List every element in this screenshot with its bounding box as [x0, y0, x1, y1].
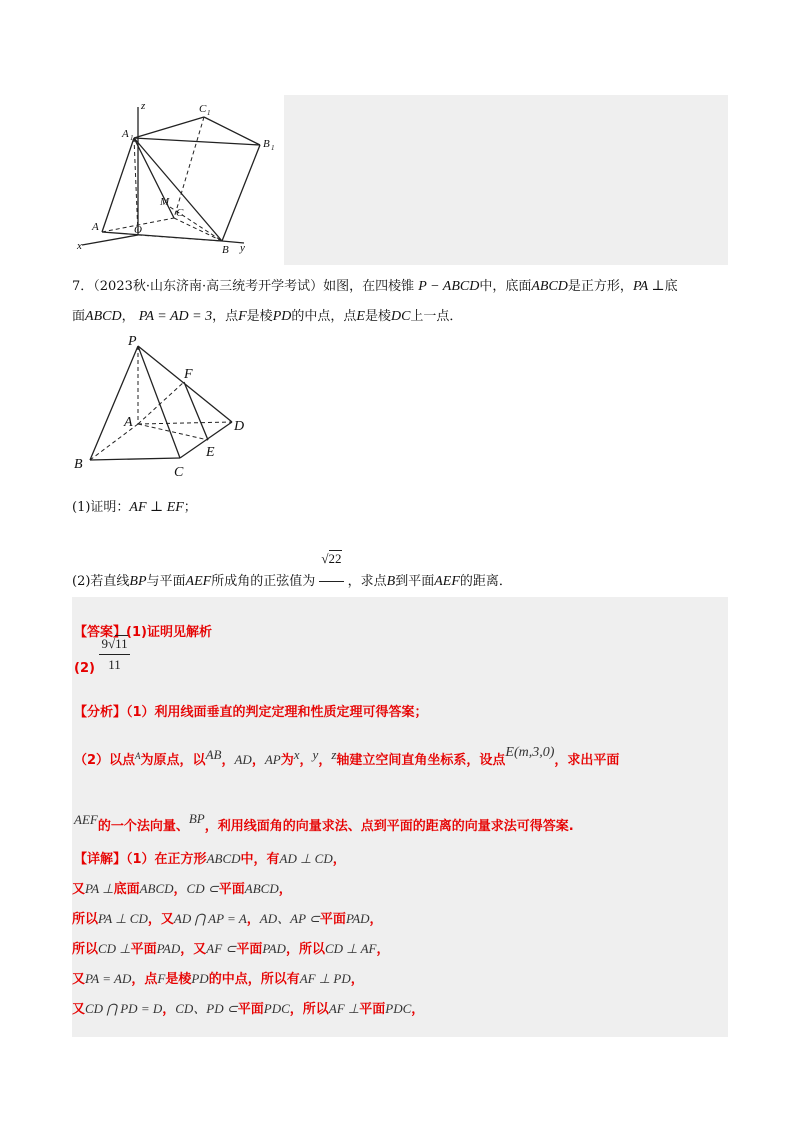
label-x: x: [77, 240, 82, 252]
vector-ap: AP: [264, 752, 281, 767]
detail-text: ，: [369, 912, 383, 927]
detail-line-3: [72, 908, 383, 931]
plane-aef: AEF: [434, 574, 460, 589]
part-2-text: 的距离．: [459, 574, 512, 589]
answer-denominator: 11: [108, 657, 121, 672]
part-2-text: 到平面: [395, 574, 435, 589]
question-text: 上一点．: [410, 309, 463, 324]
part-2-text: 与平面: [146, 574, 186, 589]
label-a: A: [92, 221, 99, 233]
edge-pb: [90, 346, 138, 460]
edge-a1a: [102, 138, 134, 232]
detail-text: 所以: [72, 942, 99, 957]
label-p: P: [128, 334, 137, 349]
detail-text: 平面: [236, 942, 263, 957]
analysis-line-1: [74, 702, 428, 724]
answer-fraction: $\frac{9√11}{11}$: [99, 634, 129, 675]
edge-pd: PD: [272, 309, 292, 324]
line-bp: BP: [129, 574, 147, 589]
math-expr: PDC: [385, 1001, 412, 1016]
prism-figure: [72, 95, 284, 265]
detail-text: ，又: [180, 942, 207, 957]
analysis-text: 的一个法向量、: [97, 819, 189, 834]
part-1: [72, 497, 197, 519]
square-abcd: ABCD: [206, 851, 241, 866]
axis-z: z: [331, 747, 337, 762]
edge-dc: DC: [390, 309, 411, 324]
label-b: B: [74, 457, 83, 472]
question-line-1: [72, 276, 678, 298]
detail-line-1: [74, 848, 346, 871]
detail-text: ，: [350, 972, 364, 987]
vector-ad: AD: [234, 752, 252, 767]
detail-text: ，: [278, 882, 292, 897]
detail-label: 【详解】: [74, 852, 127, 867]
analysis-text: 轴建立空间直角坐标系，设点: [336, 753, 506, 768]
edge-a1c1: [134, 117, 204, 138]
edge-b1b: [222, 145, 260, 241]
detail-text: ，: [332, 852, 346, 867]
question-line-2: [72, 306, 462, 328]
detail-text: 平面: [319, 912, 346, 927]
equality: PA = AD = 3: [138, 309, 213, 324]
answer-root: 11: [115, 636, 128, 651]
question-text: 是棱: [364, 309, 391, 324]
analysis-text: ，: [221, 753, 235, 768]
x-axis: [82, 235, 138, 245]
math-expr: CD ⊥: [98, 941, 131, 956]
point-f: F: [238, 309, 247, 324]
detail-text: ，点: [131, 972, 158, 987]
edge-a1b: [134, 138, 222, 241]
detail-text: 平面: [359, 1002, 386, 1017]
question-text: 中，底面: [479, 279, 532, 294]
math-expr: PD: [191, 971, 209, 986]
part-1-prefix: (1)证明：: [72, 500, 130, 515]
analysis-text: 为原点，以: [140, 753, 206, 768]
label-y: y: [240, 242, 245, 254]
edge-c1b1: [204, 117, 260, 145]
detail-line-6: [72, 998, 424, 1021]
pa-perp: PA ⊥: [632, 279, 665, 294]
detail-text: 又: [72, 882, 86, 897]
label-z: z: [141, 100, 146, 112]
math-expr: PA ⊥: [85, 881, 114, 896]
analysis-text: （2）以点: [74, 753, 136, 768]
analysis-text: 为: [280, 753, 294, 768]
detail-text: 中，有: [240, 852, 280, 867]
question-source: （2023秋·山东济南·高三统考开学考试）: [93, 279, 324, 294]
detail-line-2: [72, 878, 292, 901]
question-text: 面: [72, 309, 86, 324]
analysis-text: ，: [318, 753, 332, 768]
prism-diagram: [72, 95, 284, 265]
label-b: B: [222, 244, 229, 256]
math-expr: AF ⊥ PD: [299, 971, 351, 986]
label-d: D: [234, 419, 245, 434]
label-c1-sub: 1: [207, 109, 211, 117]
analysis-text: ，: [251, 753, 265, 768]
math-expr: ABCD: [139, 881, 174, 896]
detail-text: 底面: [113, 882, 140, 897]
edge-af: [138, 382, 184, 424]
analysis-line-3: [74, 808, 574, 838]
analysis-text: ，: [299, 753, 313, 768]
label-c: C: [174, 465, 184, 480]
detail-text: ，: [376, 942, 390, 957]
plane-aef: AEF: [74, 812, 98, 827]
math-expr: F: [157, 971, 166, 986]
math-expr: AD、AP ⊂: [259, 911, 320, 926]
answer-part-2-label: (2): [74, 661, 95, 676]
vector-bp: BP: [188, 811, 205, 826]
math-expr: PDC: [263, 1001, 290, 1016]
math-expr: AD ⊥ CD: [279, 851, 333, 866]
detail-text: （1）在正方形: [126, 852, 207, 867]
math-expr: PAD: [156, 941, 181, 956]
analysis-line-2: [74, 742, 619, 772]
math-expr: AF ⊥: [328, 1001, 360, 1016]
math-expr: AD ⋂ AP = A: [173, 911, 247, 926]
detail-text: ，: [162, 1002, 176, 1017]
label-c1: C: [199, 103, 207, 115]
base-name: ABCD: [85, 309, 122, 324]
analysis-text: （1）利用线面垂直的判定定理和性质定理可得答案；: [126, 705, 428, 720]
answer-coef: 9: [101, 636, 108, 651]
label-a1-sub: 1: [130, 134, 134, 142]
detail-text: ，: [411, 1002, 425, 1017]
label-a1: A: [122, 128, 129, 140]
detail-text: 所以: [72, 912, 99, 927]
detail-text: ，所以: [285, 942, 325, 957]
sine-fraction: √22: [319, 537, 343, 626]
base-name: ABCD: [531, 279, 568, 294]
question-text: ，点: [212, 309, 239, 324]
detail-text: ，所以: [289, 1002, 329, 1017]
detail-text: 是棱: [165, 972, 192, 987]
math-expr: CD ⋂ PD = D: [85, 1001, 163, 1016]
question-number: 7．: [72, 279, 94, 294]
label-e: E: [206, 445, 215, 460]
analysis-text: ，求出平面: [554, 753, 620, 768]
pyramid-name: P − ABCD: [418, 279, 480, 294]
question-text: 如图，在四棱锥: [323, 279, 415, 294]
math-expr: CD ⊂: [186, 881, 219, 896]
part-1-suffix: ；: [183, 500, 197, 515]
label-o: O: [134, 224, 142, 236]
edge-ad: [138, 422, 232, 424]
axis-x: x: [293, 747, 300, 762]
label-a: A: [124, 415, 133, 430]
answer-part-2: [74, 634, 130, 679]
detail-line-5: [72, 968, 364, 991]
detail-line-4: [72, 938, 390, 961]
detail-text: 又: [72, 1002, 86, 1017]
axis-y: y: [312, 747, 319, 762]
analysis-text: ，利用线面角的向量求法、点到平面的距离的向量求法可得答案.: [204, 819, 574, 834]
math-expr: PAD: [262, 941, 286, 956]
detail-text: ，又: [147, 912, 174, 927]
label-b1-sub: 1: [271, 144, 275, 152]
question-text: 是棱: [246, 309, 273, 324]
label-c: C: [176, 207, 184, 219]
point-e-coords: E(m,3,0): [505, 745, 555, 760]
detail-text: ，: [246, 912, 260, 927]
pyramid-diagram: [72, 332, 262, 482]
point-e: E: [356, 309, 365, 324]
detail-text: 又: [72, 972, 86, 987]
question-text: 的中点，点: [291, 309, 357, 324]
math-expr: PAD: [345, 911, 370, 926]
answer-part-1: (1)证明见解析: [126, 625, 212, 640]
vector-ab: AB: [205, 747, 222, 762]
question-text: 是正方形，: [567, 279, 633, 294]
pyramid-figure: [72, 332, 262, 482]
math-expr: AF ⊂: [206, 941, 237, 956]
sine-numerator: 22: [328, 551, 342, 566]
part-1-expr: AF ⊥ EF: [129, 500, 184, 515]
question-text: ，: [121, 309, 135, 324]
edge-fe: [184, 382, 208, 440]
question-text: 底: [664, 279, 678, 294]
answer-label: 【答案】: [74, 625, 127, 640]
part-2-text: 所成角的正弦值为: [211, 574, 316, 589]
detail-text: 平面: [237, 1002, 264, 1017]
detail-text: 平面: [130, 942, 157, 957]
label-b1: B: [263, 138, 270, 150]
detail-text: ，: [173, 882, 187, 897]
math-expr: PA ⊥ CD: [98, 911, 148, 926]
analysis-label: 【分析】: [74, 705, 127, 720]
math-expr: CD、PD ⊂: [175, 1001, 238, 1016]
math-expr: ABCD: [244, 881, 279, 896]
edge-bc: [90, 458, 180, 460]
plane-aef: AEF: [185, 574, 212, 589]
label-f: F: [184, 367, 193, 382]
detail-text: 平面: [218, 882, 245, 897]
math-expr: PA = AD: [85, 971, 132, 986]
label-m: M: [160, 196, 170, 208]
part-2-text: ，求点: [347, 574, 387, 589]
detail-text: 的中点，所以有: [208, 972, 300, 987]
point-b: B: [386, 574, 396, 589]
math-expr: CD ⊥ AF: [324, 941, 377, 956]
part-2-text: (2)若直线: [72, 574, 130, 589]
point-a: A: [135, 751, 141, 761]
